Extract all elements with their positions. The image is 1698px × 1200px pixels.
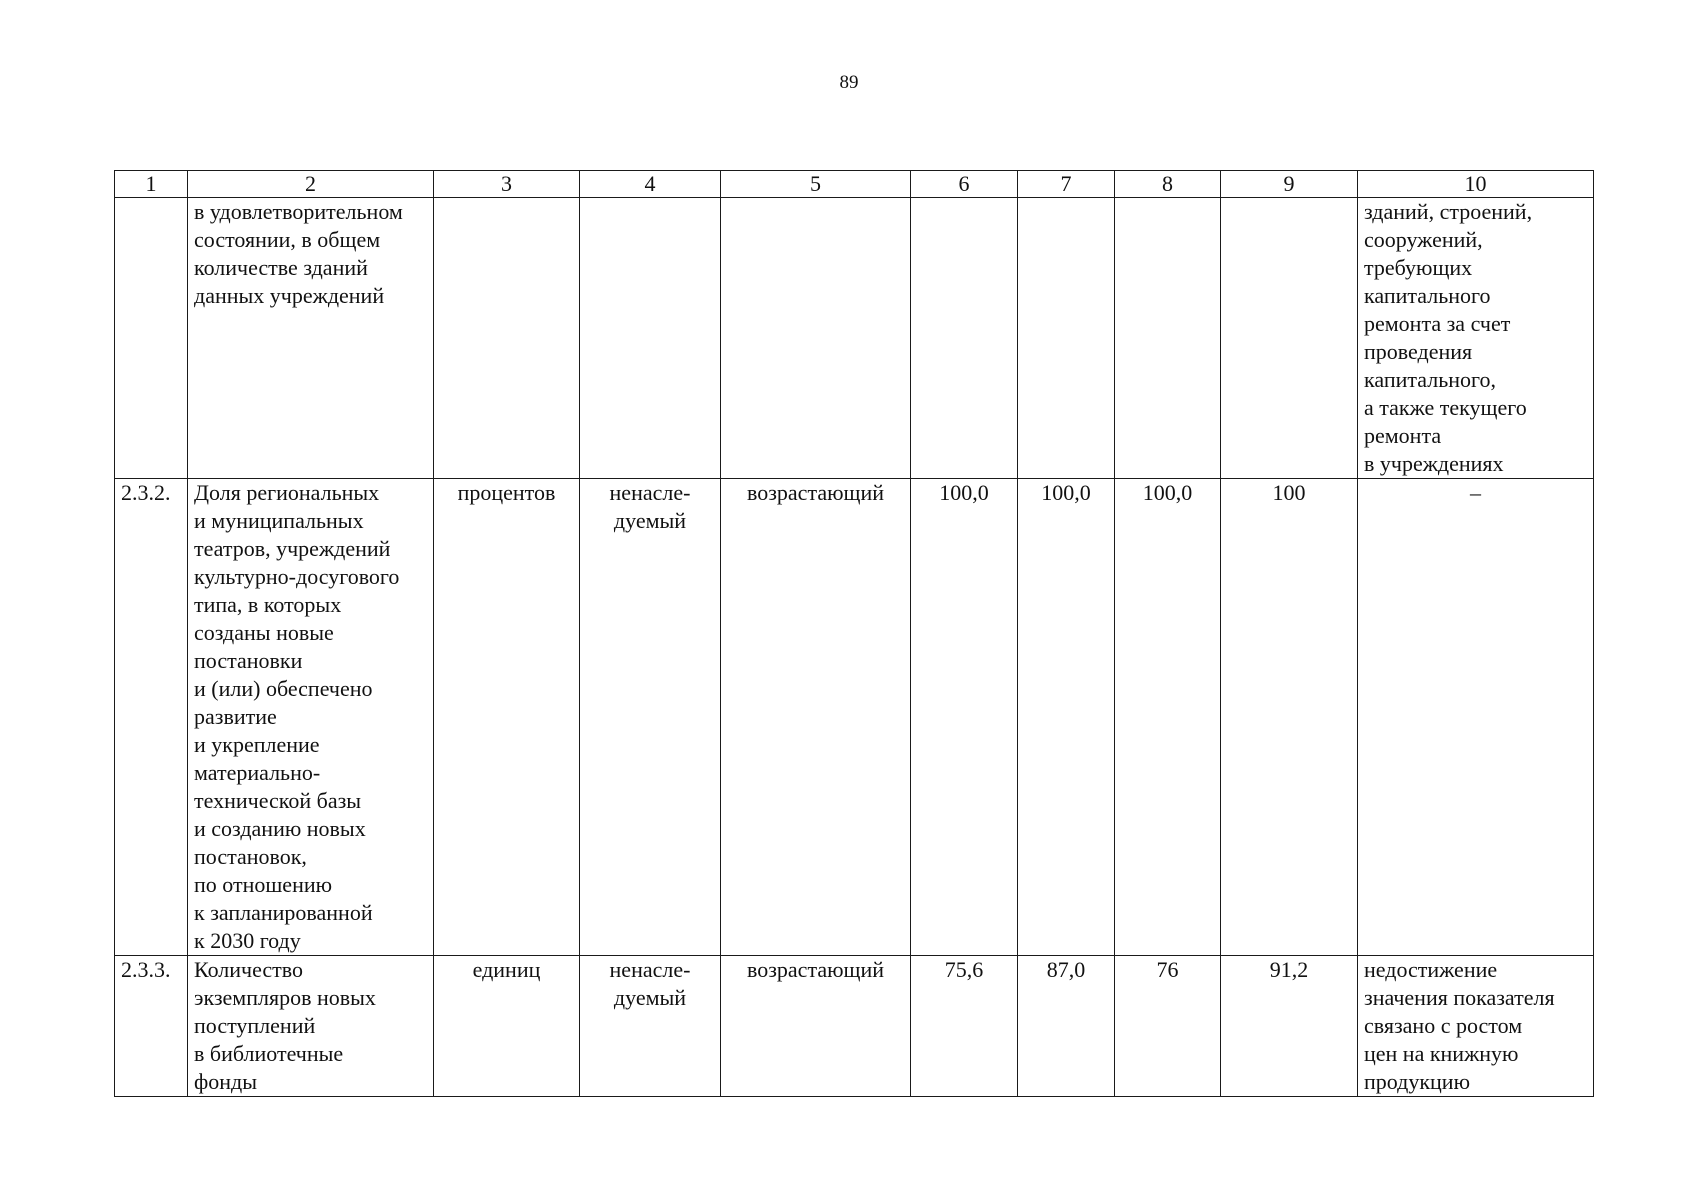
column-header: 9 [1221, 171, 1358, 198]
table-row [115, 479, 1594, 956]
type-cell [580, 198, 721, 479]
column-header: 7 [1018, 171, 1115, 198]
value-cell [1115, 198, 1221, 479]
direction-cell [721, 198, 911, 479]
column-number-row [115, 171, 1594, 198]
column-header: 5 [721, 171, 911, 198]
column-header: 10 [1358, 171, 1594, 198]
direction-cell: возрастающий [721, 956, 911, 1097]
indicator-name: Количество экземпляров новых поступлений в библиотечные фонды [188, 956, 434, 1097]
value-cell: 87,0 [1018, 956, 1115, 1097]
unit-cell: единиц [434, 956, 580, 1097]
value-cell: 76 [1115, 956, 1221, 1097]
value-cell: 75,6 [911, 956, 1018, 1097]
type-cell: ненасле- дуемый [580, 479, 721, 956]
row-number: 2.3.2. [115, 479, 188, 956]
value-cell [911, 198, 1018, 479]
indicator-name: в удовлетворительном состоянии, в общем количестве зданий данных учреждений [188, 198, 434, 479]
value-cell: 100,0 [911, 479, 1018, 956]
column-header: 1 [115, 171, 188, 198]
direction-cell: возрастающий [721, 479, 911, 956]
value-cell: 91,2 [1221, 956, 1358, 1097]
column-header: 4 [580, 171, 721, 198]
value-cell [1018, 198, 1115, 479]
table-row [115, 956, 1594, 1097]
column-header: 3 [434, 171, 580, 198]
value-cell: 100 [1221, 479, 1358, 956]
comment-cell: недостижение значения показателя связано с ростом цен на книжную продукцию [1358, 956, 1594, 1097]
indicator-name: Доля региональных и муниципальных театров, учреждений культурно-досугового типа, в которых созданы новые постановки и (или) обеспечено развитие и укрепление материально- технической базы и созданию новых постановок, по отношению к запланированной к 2030 году [188, 479, 434, 956]
row-number: 2.3.3. [115, 956, 188, 1097]
column-header: 6 [911, 171, 1018, 198]
unit-cell: процентов [434, 479, 580, 956]
unit-cell [434, 198, 580, 479]
comment-cell: – [1358, 479, 1594, 956]
column-header: 2 [188, 171, 434, 198]
value-cell [1221, 198, 1358, 479]
type-cell: ненасле- дуемый [580, 956, 721, 1097]
value-cell: 100,0 [1115, 479, 1221, 956]
row-number [115, 198, 188, 479]
comment-cell: зданий, строений, сооружений, требующих капитального ремонта за счет проведения капитального, а также текущего ремонта в учреждениях [1358, 198, 1594, 479]
value-cell: 100,0 [1018, 479, 1115, 956]
table-row [115, 198, 1594, 479]
column-header: 8 [1115, 171, 1221, 198]
indicators-table [114, 170, 1594, 1097]
page-number: 89 [839, 72, 859, 93]
